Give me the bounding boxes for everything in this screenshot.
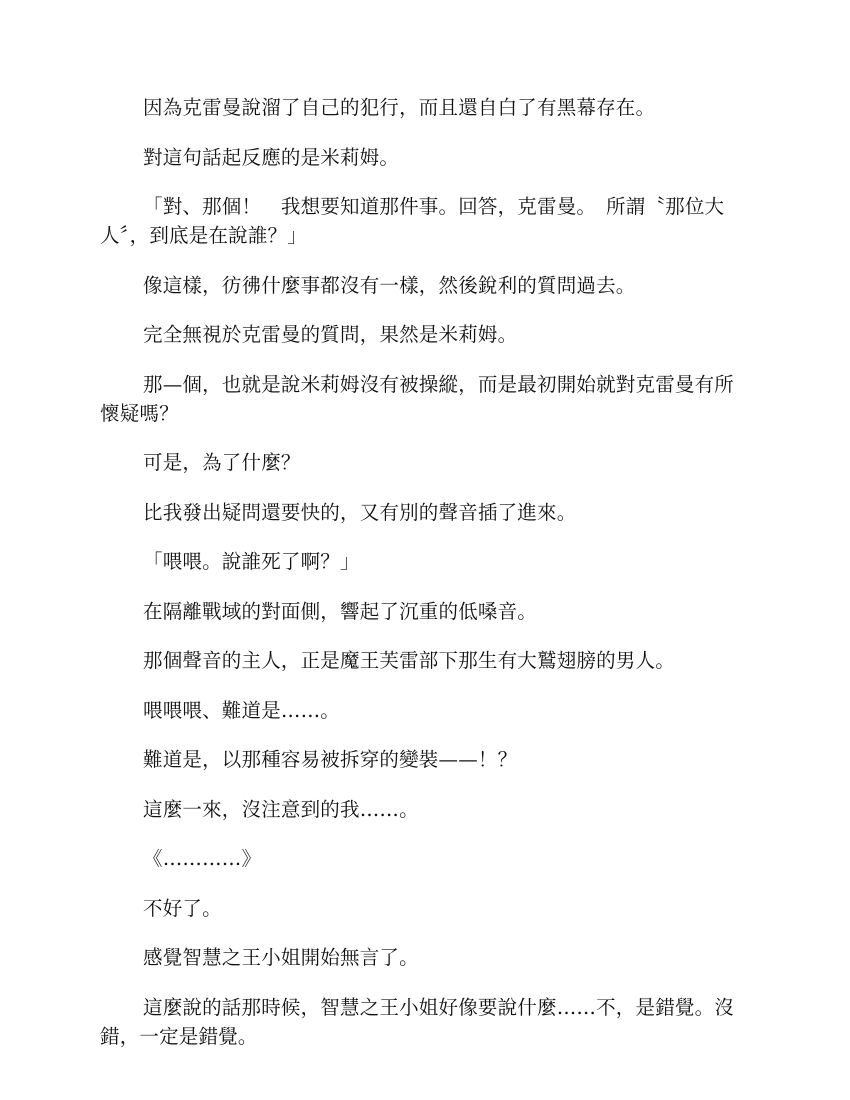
paragraph: 難道是，以那種容易被拆穿的變裝——！？ [143,748,518,771]
paragraph: 那—個，也就是說米莉姆沒有被操縱，而是最初開始就對克雷曼有所懷疑嗎？ [100,372,735,425]
paragraph: 完全無視於克雷曼的質問，果然是米莉姆。 [143,323,518,346]
paragraph: 那個聲音的主人，正是魔王芙雷部下那生有大鷲翅膀的男人。 [143,649,675,672]
paragraph: 《…………》 [143,847,262,870]
paragraph: 對這句話起反應的是米莉姆。 [143,145,400,169]
paragraph: 不好了。 [143,896,222,920]
paragraph: 「對、那個！ 我想要知道那件事。回答，克雷曼。 所謂〝那位大人〞，到底是在說誰？」 [100,195,725,247]
paragraph: 這麼說的話那時候，智慧之王小姐好像要說什麼……不，是錯覺。沒錯，一定是錯覺。 [100,995,735,1048]
paragraph: 感覺智慧之王小姐開始無言了。 [143,946,419,969]
paragraph: 喂喂喂、難道是……。 [143,698,341,722]
paragraph: 可是，為了什麼？ [143,451,301,474]
paragraph: 像這樣，彷彿什麼事都沒有一樣，然後銳利的質問過去。 [143,273,636,297]
paragraph: 比我發出疑問還要快的，又有別的聲音插了進來。 [143,500,577,524]
document-page [100,93,752,1071]
paragraph: 「喂喂。說誰死了啊？」 [143,550,360,573]
paragraph: 因為克雷曼說溜了自己的犯行，而且還自白了有黑幕存在。 [143,96,656,119]
paragraph: 這麼一來，沒注意到的我……。 [143,797,419,821]
paragraph: 在隔離戰域的對面側，響起了沉重的低嗓音。 [143,599,538,623]
